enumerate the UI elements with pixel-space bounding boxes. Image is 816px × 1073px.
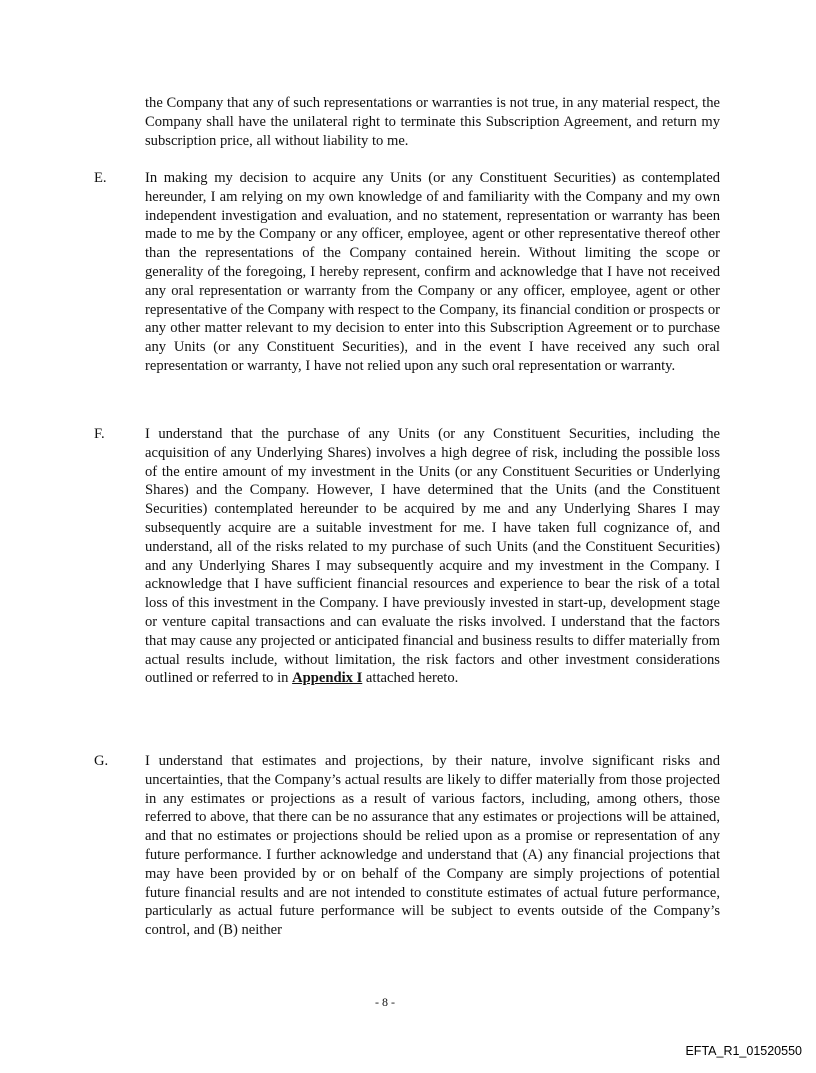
page-number: - 8 - <box>375 995 395 1009</box>
section-f-text-before-reference: I understand that the purchase of any Units (or any Constituent Securities, including the acquisition of any Underlying Shares) involves a high degree of risk, including the possible loss of the entire amount of my investment in the Units (or any Constituent Securities or Underlying Shares) and the Company. However, I have determined that the Units (and the Constituent Securities) contemplated hereunder to be acquired by me and any Underlying Shares I may subsequently acquire are a suitable investment for me. I have taken full cognizance of, and understand, all of the risks related to my purchase of such Units (and the Constituent Securities) and any Underlying Shares I may subsequently acquire and my investment in the Company. I acknowledge that I have sufficient financial resources and experience to bear the risk of a total loss of this investment in the Company. I have previously invested in start-up, development stage or venture capital transactions and can evaluate the risks involved. I understand that the factors that may cause any projected or anticipated financial and business results to differ materially from actual results include, without limitation, the risk factors and other investment considerations outlined or referred to in <box>145 426 720 687</box>
section-f-label: F. <box>94 426 105 442</box>
section-f-paragraph <box>145 425 720 688</box>
section-e-paragraph: In making my decision to acquire any Units (or any Constituent Securities) as contemplated hereunder, I am relying on my own knowledge of and familiarity with the Company and my own independent investigation and evaluation, and no statement, representation or warranty has been made to me by the Company or any officer, employee, agent or other representative thereof other than the representations of the Company contained herein. Without limiting the scope or generality of the foregoing, I hereby represent, confirm and acknowledge that I have not received any oral representation or warranty from the Company or any officer, employee, agent or other representative of the Company with respect to the Company, its financial condition or prospects or any other matter relevant to my decision to enter into this Subscription Agreement or to purchase any Units (or any Constituent Securities), and in the event I have received any such oral representation or warranty, I have not relied upon any such oral representation or warranty. <box>145 170 720 374</box>
intro-paragraph: the Company that any of such representations or warranties is not true, in any material respect, the Company shall have the unilateral right to terminate this Subscription Agreement, and return my subscription price, all without liability to me. <box>145 95 720 149</box>
section-e-label: E. <box>94 170 107 186</box>
document-id: EFTA_R1_01520550 <box>685 1044 802 1058</box>
section-f-text-after-reference: attached hereto. <box>362 670 459 687</box>
appendix-reference: Appendix I <box>292 670 363 687</box>
section-g-paragraph: I understand that estimates and projections, by their nature, involve significant risks and uncertainties, that the Company’s actual results are likely to differ materially from those projected in any estimates or projections as a result of various factors, including, among others, those referred to above, that there can be no assurance that any estimates or projections will be attained, and that no estimates or projections should be relied upon as a promise or representation of any future performance. I further acknowledge and understand that (A) any financial projections that may have been provided by or on behalf of the Company are simply projections of potential future financial results and are not intended to constitute estimates of actual future performance, particularly as actual future performance will be subject to events outside of the Company’s control, and (B) neither <box>145 753 720 939</box>
section-g-label: G. <box>94 753 109 769</box>
